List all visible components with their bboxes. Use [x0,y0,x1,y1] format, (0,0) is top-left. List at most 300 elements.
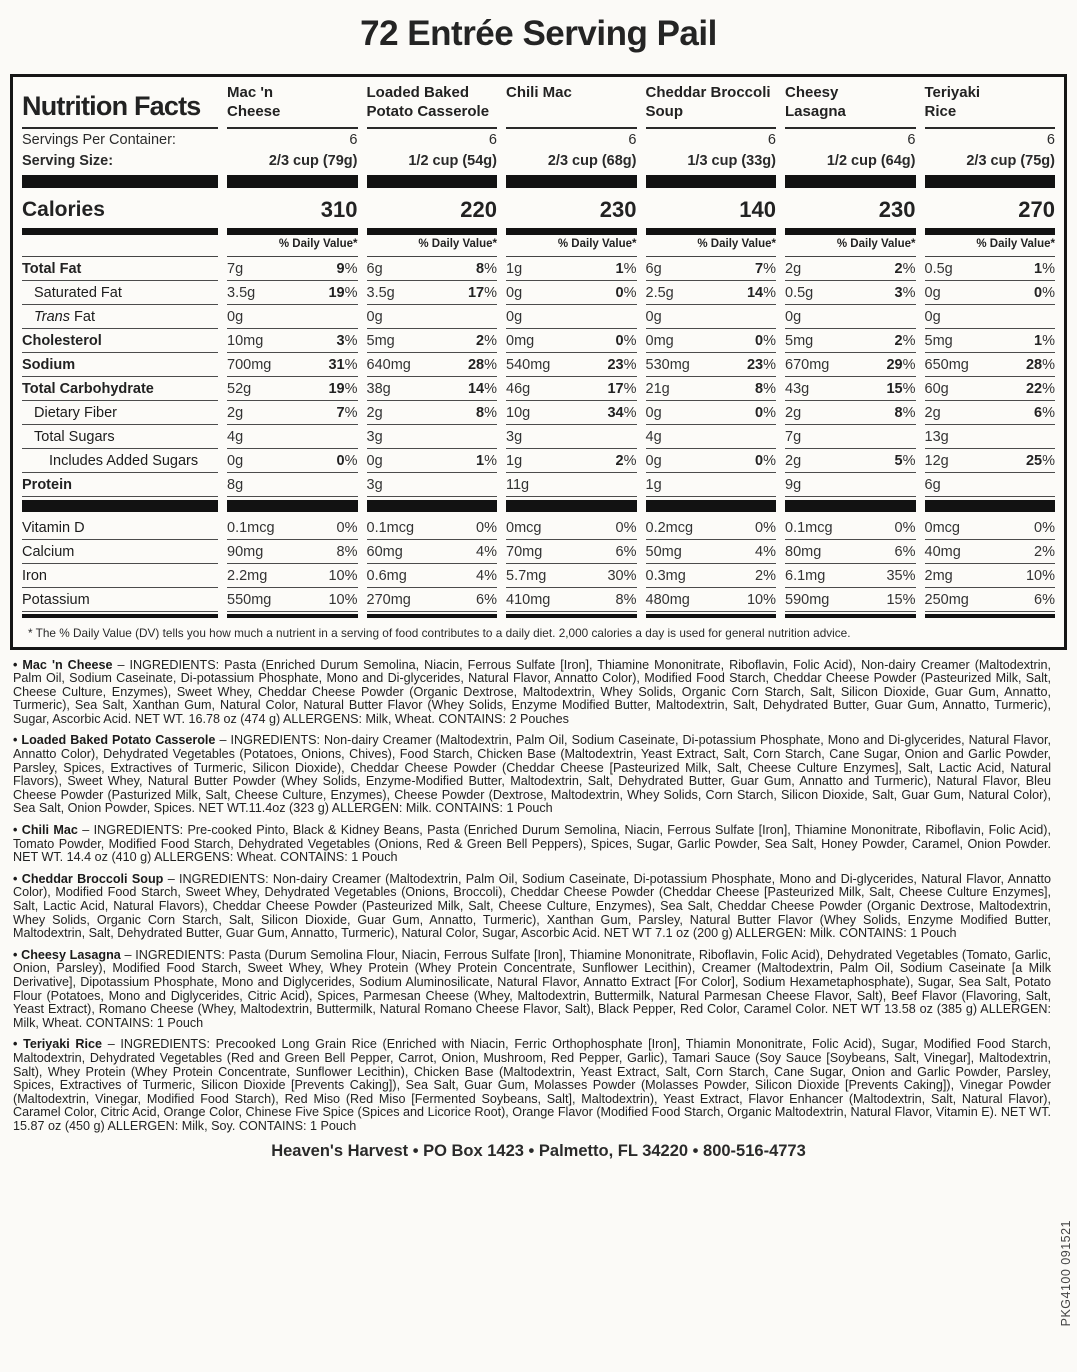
dv-footnote: * The % Daily Value (DV) tells you how much a nutrient in a serving of food contributes to a daily diet. 2,000 calories a day is used for general nutrition advice. [28,625,851,640]
amount-value: 9g [785,476,802,493]
dv-header-spacer [22,236,218,257]
daily-value-percent: 6% [1034,591,1055,608]
amount-value: 5mg [785,332,814,349]
daily-value-percent: 3% [894,284,916,301]
nutrient-cell [646,473,777,497]
amount-value: 3g [366,476,383,493]
amount-value: 700mg [227,356,272,373]
nutrient-cell [367,377,498,401]
separator-bar [925,175,1056,188]
nutrient-cell [506,425,637,449]
amount-value: 0g [645,404,662,421]
nutrient-cell [925,257,1056,281]
amount-value: 540mg [506,356,551,373]
nutrient-cell [925,401,1056,425]
amount-value: 0g [924,284,941,301]
daily-value-percent: 0% [755,519,776,536]
servings-value: 6 [767,131,776,148]
nutrient-cell [227,449,358,473]
serving-size-label: Serving Size: [22,152,114,169]
amount-value: 0.5g [924,260,953,277]
separator-bar [785,228,916,235]
amount-value: 0g [924,308,941,325]
amount-value: 0.1mcg [227,519,275,536]
amount-value: 4g [645,428,662,445]
nutrient-cell [367,473,498,497]
nutrient-cell [367,564,498,588]
separator-bar [506,500,637,512]
daily-value-percent: 7% [755,260,776,277]
daily-value-percent: 0% [336,452,358,469]
amount-value: 7g [785,428,802,445]
ingredients-paragraph [13,824,1051,865]
daily-value-percent: 8% [336,543,358,560]
amount-value: 410mg [506,591,551,608]
nutrient-cell [646,377,777,401]
nutrient-cell [646,305,777,329]
nutrient-cell [785,588,916,612]
calories-value: 230 [878,196,916,222]
serving-size-value: 1/2 cup (64g) [826,152,916,169]
daily-value-percent: 19% [328,380,358,397]
daily-value-percent: 9% [336,260,358,277]
daily-value-percent: 35% [886,567,916,584]
amount-value: 0.3mg [645,567,686,584]
amount-value: 0g [645,308,662,325]
nutrient-cell [367,281,498,305]
daily-value-header: % Daily Value* [367,236,498,257]
company-contact-footer: Heaven's Harvest • PO Box 1423 • Palmetto, FL 34220 • 800-516-4773 [271,1141,806,1160]
separator-bar [227,175,358,188]
nutrient-cell [227,257,358,281]
ingredient-product-name: • Teriyaki Rice [13,1037,103,1052]
nutrient-cell [227,588,358,612]
amount-value: 7g [227,260,244,277]
amount-value: 250mg [924,591,969,608]
daily-value-percent: 8% [476,260,497,277]
separator-bar [22,228,218,235]
calories-value: 140 [739,196,776,222]
nutrient-cell [367,540,498,564]
servings-per-container-label: Servings Per Container: [22,131,176,148]
serving-size-value: 1/2 cup (54g) [408,152,497,169]
nutrient-cell [925,473,1056,497]
amount-value: 11g [506,476,530,493]
daily-value-percent: 10% [1025,567,1055,584]
daily-value-percent: 2% [476,332,497,349]
amount-value: 2mg [924,567,953,584]
nutrient-cell [227,516,358,540]
nutrient-cell [646,516,777,540]
amount-value: 70mg [506,543,543,560]
nutrition-facts-panel [10,74,1067,650]
nutrient-cell [925,564,1056,588]
daily-value-percent: 0% [1034,284,1055,301]
nutrient-cell [925,377,1056,401]
nutrient-cell [506,516,637,540]
nutrient-cell [227,281,358,305]
separator-bar [367,614,498,618]
daily-value-percent: 6% [1034,404,1055,421]
nutrient-cell [785,425,916,449]
daily-value-percent: 5% [894,452,916,469]
product-column-header: Mac 'n Cheese [227,81,358,129]
nutrient-cell [646,588,777,612]
daily-value-percent: 6% [615,543,637,560]
nutrient-cell [646,281,777,305]
nutrient-cell [227,473,358,497]
daily-value-percent: 0% [336,519,358,536]
daily-value-percent: 14% [746,284,776,301]
daily-value-header: % Daily Value* [506,236,637,257]
amount-value: 0.5g [785,284,814,301]
daily-value-percent: 23% [746,356,776,373]
nutrient-cell [367,257,498,281]
amount-value: 2g [924,404,941,421]
daily-value-percent: 0% [476,519,497,536]
daily-value-percent: 2% [894,332,916,349]
amount-value: 2g [785,452,802,469]
calories-label: Calories [22,197,105,221]
servings-value: 6 [628,131,637,148]
amount-value: 60g [924,380,949,397]
daily-value-percent: 0% [755,332,776,349]
ingredient-text: – INGREDIENTS: Non-dairy Creamer (Maltodextrin, Palm Oil, Sodium Caseinate, Di-potassium Phosphate, Mono and Di-glycerides, Natural Flavor, Annatto Color), Dehydrated Vegetables (Potatoes, Onions, Chives), Food Starch, Chicken Base (Maltodextrin, Yeast Extract, Salt, Corn Starch, Cane Sugar, Onion and Garlic Powder, Parsley, Spices, Extractives of Turmeric, Silicon Dioxide), Cheddar Cheese Powder (Cheddar Cheese [Pasteurized Milk, Salt, Cheese Culture Enzymes], Salt, Lactic Acid, Natural Flavors), Sweet Whey, Natural Butter Powder (Whey Solids, Enzyme-Modified Butter, Maltodextrin, Salt, Dehydrated Butter, Guar Gum, Annatto and Turmeric), Natural Flavor, Bleu Cheese Powder (Pasturized Milk, Salt, Cheese Culture, Enzymes), Cheese Powder (Dextrose, Maltodextrin, Whey Solids, Corn Starch, Silicon Dioxide, Salt, Guar Gum, Natural Color), Sea Salt, Onion Powder, Spices. NET WT.11.4oz (323 g) ALLERGEN: Milk. CONTAINS: 1 Pouch [13,733,1051,816]
amount-value: 5mg [924,332,953,349]
daily-value-percent: 15% [886,591,916,608]
amount-value: 590mg [785,591,830,608]
amount-value: 640mg [366,356,411,373]
ingredient-text: – INGREDIENTS: Precooked Long Grain Rice (Enriched with Niacin, Ferric Orthophosphate [Iron], Thiamin Mononitrate, Folic Acid), Sugar, Modified Food Starch, Maltodextrin, Dehydrated Vegetables (Red and Green Bell Pepper, Carrot, Onion, Mushroom, Red Pepper, Garlic), Tamari Sauce (Soy Sauce [Soybeans, Salt, Vinegar], Maltodextrin, Salt), Whey Protein (Whey Protein Concentrate, Sunflower Lecithin), Chicken Base (Maltodextrin, Yeast Extract, Salt, Corn Starch, Cane Sugar, Onion and Garlic Powder, Parsley, Spices, Extractives of Turmeric, Silicon Dioxide [Prevents Caking]), Sea Salt, Guar Gum, Molasses Powder (Molasses Powder, Silicon Dioxide [Prevents Caking]), Vinegar Powder (Maltodextrin, Vinegar, Modified Food Starch), Red Miso (Red Miso [Fermented Soybeans, Salt], Maltodextrin), Yeast Extract, Flavor Enhancer (Maltodextrin, Salt, Natural Flavor), Caramel Color, Citric Acid, Orange Color, Chinese Five Spice (Spices and Licorice Root), Orange Flavor (Modified Food Starch, Organic Maltodextrin, Natural Flavor, Vitamin E). NET WT. 15.87 oz (450 g) ALLERGEN: Milk, Soy. CONTAINS: 1 Pouch [13,1037,1051,1133]
separator-bar [785,500,916,512]
ingredient-product-name: • Chili Mac [13,823,78,838]
amount-value: 1g [506,452,523,469]
amount-value: 1g [506,260,523,277]
nutrient-cell [925,305,1056,329]
separator-bar [227,228,358,235]
nutrient-cell [367,305,498,329]
nutrient-cell [227,353,358,377]
amount-value: 0g [785,308,802,325]
nutrient-cell [646,257,777,281]
nutrient-cell [506,305,637,329]
nutrient-label: Total Sugars [22,425,218,449]
daily-value-percent: 2% [615,452,637,469]
amount-value: 0g [366,308,383,325]
daily-value-percent: 15% [886,380,916,397]
amount-value: 10g [506,404,531,421]
separator-bar [22,614,218,618]
nutrient-label: Sodium [22,353,218,377]
daily-value-percent: 1% [615,260,637,277]
daily-value-percent: 29% [886,356,916,373]
serving-size-value: 2/3 cup (79g) [268,152,358,169]
daily-value-percent: 10% [746,591,776,608]
nutrient-label: Dietary Fiber [22,401,218,425]
separator-bar [22,500,218,512]
amount-value: 50mg [645,543,682,560]
amount-value: 0.1mcg [366,519,415,536]
amount-value: 6g [924,476,941,493]
amount-value: 2g [227,404,244,421]
daily-value-percent: 8% [615,591,637,608]
nutrient-cell [925,588,1056,612]
daily-value-percent: 6% [476,591,497,608]
ingredient-product-name: • Mac 'n Cheese [13,657,113,672]
nutrient-cell [785,516,916,540]
daily-value-percent: 4% [476,543,497,560]
amount-value: 3.5g [366,284,395,301]
separator-bar [227,614,358,618]
daily-value-percent: 4% [476,567,497,584]
nutrient-cell [506,377,637,401]
nutrient-cell [785,257,916,281]
ingredients-paragraph [13,1038,1051,1133]
nutrient-cell [925,516,1056,540]
ingredients-paragraph [13,873,1051,941]
ingredient-product-name: • Cheesy Lasagna [13,947,121,962]
ingredients-section [13,659,1051,1134]
daily-value-percent: 10% [328,567,358,584]
nutrient-cell [367,516,498,540]
product-column-header: Cheddar Broccoli Soup [646,81,777,129]
amount-value: 0mcg [506,519,542,536]
daily-value-percent: 17% [607,380,637,397]
nutrient-cell [785,564,916,588]
amount-value: 43g [785,380,810,397]
separator-bar [367,500,498,512]
separator-bar [646,614,777,618]
nutrient-cell [925,281,1056,305]
daily-value-percent: 0% [615,332,637,349]
daily-value-percent: 2% [755,567,776,584]
separator-bar [925,500,1056,512]
daily-value-percent: 1% [1034,332,1055,349]
separator-bar [367,175,498,188]
nutrient-cell [367,401,498,425]
amount-value: 2.5g [645,284,674,301]
nutrient-cell [646,540,777,564]
nutrient-cell [367,353,498,377]
nutrient-cell [506,564,637,588]
amount-value: 5.7mg [506,567,547,584]
nutrient-cell [227,540,358,564]
amount-value: 3.5g [227,284,256,301]
nutrient-cell [785,449,916,473]
page-title: 72 Entrée Serving Pail [360,14,717,53]
nutrient-cell [646,401,777,425]
daily-value-percent: 28% [1025,356,1055,373]
amount-value: 0mg [645,332,674,349]
amount-value: 270mg [366,591,411,608]
daily-value-percent: 0% [1034,519,1055,536]
daily-value-percent: 8% [755,380,776,397]
nutrient-cell [506,449,637,473]
nutrient-cell [367,449,498,473]
nutrient-label: Iron [22,564,218,588]
daily-value-percent: 23% [607,356,637,373]
amount-value: 8g [227,476,244,493]
nutrient-cell [506,281,637,305]
amount-value: 2g [785,260,802,277]
amount-value: 0mg [506,332,535,349]
amount-value: 6g [645,260,662,277]
daily-value-percent: 10% [328,591,358,608]
nutrient-cell [506,588,637,612]
separator-bar [506,228,637,235]
calories-value: 270 [1018,196,1055,222]
separator-bar [506,175,637,188]
nutrient-label: Trans Fat [22,305,218,329]
amount-value: 60mg [366,543,403,560]
daily-value-percent: 28% [467,356,497,373]
daily-value-percent: 34% [607,404,637,421]
ingredients-paragraph [13,734,1051,816]
nutrient-label: Cholesterol [22,329,218,353]
daily-value-percent: 6% [894,543,916,560]
ingredient-text: – INGREDIENTS: Pasta (Enriched Durum Semolina, Niacin, Ferrous Sulfate [Iron], Thiamine Mononitrate, Riboflavin, Folic Acid), Non-dairy Creamer (Maltodextrin, Palm Oil, Sodium Caseinate, Di-potassium Phosphate, Mono and Di-glycerides, Natural Flavor, Annatto Color), Modified Food Starch, Cheddar Cheese Powder (Pasteurized Milk, Salt, Cheese Culture, Enzymes), Sweet Whey, Cheddar Cheese Powder (Organic Dextrose, Maltodextrin, Whey Solids, Organic Corn Starch, Salt, Silicon Dioxide, Guar Gum, Annatto, Turmeric), Sea Salt, Xanthan Gum, Natural Color, Natural Butter Flavor (Whey Solids, Enzyme Modified Butter, Maltodextrin, Salt, Dehydrated Butter, Guar Gum, Annatto, Turmeric), Sugar, Ascorbic Acid. NET WT. 16.78 oz (474 g) ALLERGENS: Milk, Wheat. CONTAINS: 2 Pouches [13,657,1052,726]
nutrient-cell [785,540,916,564]
amount-value: 52g [227,380,252,397]
amount-value: 0.2mcg [645,519,694,536]
ingredient-text: – INGREDIENTS: Non-dairy Creamer (Maltodextrin, Palm Oil, Sodium Caseinate, Di-potassium Phosphate, Mono and Di-glycerides, Natural Flavor, Annatto Color), Modified Food Starch, Sweet Whey, Dehydrated Vegetables (Onions, Broccoli), Cheddar Cheese Powder (Cheddar Cheese [Pasteurized Milk, Salt, Cheese Culture Enzymes], Salt, Lactic Acid, Natural Flavors), Cheddar Cheese Powder (Pasteurized Milk, Salt, Cheese Culture, Enzymes), Sea Salt, Cheddar Cheese Powder (Organic Dextrose, Maltodextrin, Whey Solids, Organic Corn Starch, Salt, Silicon Dioxide, Guar Gum, Annatto, Turmeric), Xanthan Gum, Parsley, Natural Butter Flavor (Whey Solids, Enzyme Modified Butter, Maltodextrin, Salt, Dehydrated Butter, Guar Gum, Annatto, Turmeric), Natural Color, Sugar, Ascorbic Acid. NET WT 7.1 oz (200 g) ALLERGEN: Milk. CONTAINS: 1 Pouch [13,871,1052,941]
nutrient-cell [646,425,777,449]
nutrient-cell [367,588,498,612]
nutrient-cell [785,353,916,377]
amount-value: 480mg [645,591,690,608]
nutrient-label: Calcium [22,540,218,564]
separator-bar [227,500,358,512]
nutrient-label: Total Fat [22,257,218,281]
ingredient-product-name: • Loaded Baked Potato Casserole [13,733,216,748]
amount-value: 0g [506,308,523,325]
servings-value: 6 [907,131,916,148]
daily-value-percent: 0% [894,519,916,536]
amount-value: 2g [366,404,383,421]
nutrient-cell [925,425,1056,449]
separator-bar [646,175,777,188]
product-column-header: Cheesy Lasagna [785,81,916,129]
nutrient-cell [227,425,358,449]
separator-bar [785,175,916,188]
nutrient-cell [925,329,1056,353]
nutrient-label: Protein [22,473,218,497]
daily-value-percent: 4% [755,543,776,560]
amount-value: 12g [924,452,949,469]
product-column-header: Loaded Baked Potato Casserole [367,81,498,129]
amount-value: 0g [366,452,383,469]
serving-size-value: 1/3 cup (33g) [687,152,776,169]
amount-value: 6.1mg [785,567,826,584]
amount-value: 0mcg [924,519,960,536]
amount-value: 10mg [227,332,264,349]
daily-value-percent: 0% [755,404,776,421]
separator-bar [646,500,777,512]
daily-value-percent: 0% [755,452,776,469]
daily-value-percent: 31% [328,356,358,373]
daily-value-percent: 3% [336,332,358,349]
amount-value: 5mg [366,332,395,349]
nutrient-cell [925,449,1056,473]
nutrient-cell [227,377,358,401]
nutrient-cell [785,473,916,497]
amount-value: 1g [645,476,662,493]
servings-value: 6 [488,131,497,148]
daily-value-percent: 7% [336,404,358,421]
daily-value-percent: 25% [1025,452,1055,469]
daily-value-percent: 1% [476,452,497,469]
nutrient-label: Potassium [22,588,218,612]
ingredients-paragraph [13,659,1051,727]
ingredient-text: – INGREDIENTS: Pasta (Durum Semolina Flour, Niacin, Ferrous Sulfate [Iron], Thiamine Mononitrate, Riboflavin, Folic Acid), Dehydrated Vegetables (Tomato, Garlic, Onion, Parsley), Modified Food Starch, Sweet Whey, Whey Protein (Whey Protein Concentrate, Sunflower Lecithin), Creamer (Maltodextrin, Palm Oil, Sodium Caseinate [a Milk Derivative], Dipotassium Phosphate, Mono and Diglycerides, Sodium Aluminosilicate, Natural Flavor, Annatto Extract [For Color], Sodium Hexametaphosphate), Sugar, Sea Salt, Potato Flour (Potatoes, Mono and Diglycerides, Citric Acid), Spices, Parmesan Cheese (Whey, Maltodextrin, Buttermilk, Natural Parmesan Cheese Flavor, Salt), Beef Flavor (Flavoring, Salt, Yeast Extract), Romano Cheese (Whey, Maltodextrin, Buttermilk, Natural Romano Cheese Flavor, Salt), Black Pepper, Red Color, Caramel Color. NET WT 13.58 oz (385 g) ALLERGEN: Milk, Wheat. CONTAINS: 1 Pouch [13,947,1051,1030]
amount-value: 0.1mcg [785,519,833,536]
amount-value: 40mg [924,543,961,560]
nutrient-cell [227,564,358,588]
daily-value-percent: 2% [894,260,916,277]
separator-bar [925,228,1056,235]
nutrient-cell [925,540,1056,564]
nutrient-cell [227,329,358,353]
nutrient-cell [506,353,637,377]
separator-bar [925,614,1056,618]
daily-value-percent: 17% [467,284,497,301]
nutrient-cell [785,377,916,401]
nutrient-cell [227,305,358,329]
amount-value: 3g [506,428,523,445]
nutrient-cell [646,449,777,473]
nutrient-cell [367,329,498,353]
nutrient-cell [506,473,637,497]
amount-value: 550mg [227,591,272,608]
ingredient-text: – INGREDIENTS: Pre-cooked Pinto, Black & Kidney Beans, Pasta (Enriched Durum Semolina, Niacin, Ferrous Sulfate [Iron], Thiamine Mononitrate, Riboflavin, Folic Acid), Tomato Powder, Modified Food Starch, Dehydrated Vegetables (Onions, Red & Green Bell Peppers), Spices, Sugar, Garlic Powder, Sea Salt, Honey Powder, Caramel, Onion Powder. NET WT. 14.4 oz (410 g) ALLERGENS: Wheat. CONTAINS: 1 Pouch [13,823,1052,865]
daily-value-header: % Daily Value* [785,236,916,257]
nutrient-cell [646,329,777,353]
separator-bar [367,228,498,235]
nutrient-cell [506,257,637,281]
amount-value: 670mg [785,356,830,373]
amount-value: 0g [645,452,662,469]
nutrient-cell [925,353,1056,377]
nutrient-cell [785,305,916,329]
nutrient-cell [785,401,916,425]
amount-value: 80mg [785,543,822,560]
amount-value: 0.6mg [366,567,407,584]
nutrition-facts-grid [22,81,1055,647]
ingredients-paragraph [13,949,1051,1031]
nutrient-cell [646,353,777,377]
nutrition-facts-heading: Nutrition Facts [22,81,218,129]
servings-value: 6 [349,131,358,148]
daily-value-percent: 2% [1034,543,1055,560]
nutrient-label: Includes Added Sugars [22,449,218,473]
daily-value-header: % Daily Value* [227,236,358,257]
daily-value-percent: 14% [467,380,497,397]
amount-value: 13g [924,428,949,445]
separator-bar [646,228,777,235]
calories-value: 230 [599,196,637,222]
daily-value-percent: 22% [1025,380,1055,397]
amount-value: 4g [227,428,244,445]
daily-value-percent: 8% [476,404,497,421]
separator-bar [785,614,916,618]
nutrient-cell [785,281,916,305]
amount-value: 6g [366,260,383,277]
nutrient-cell [506,329,637,353]
daily-value-header: % Daily Value* [925,236,1056,257]
serving-size-value: 2/3 cup (68g) [547,152,637,169]
amount-value: 38g [366,380,391,397]
amount-value: 21g [645,380,670,397]
